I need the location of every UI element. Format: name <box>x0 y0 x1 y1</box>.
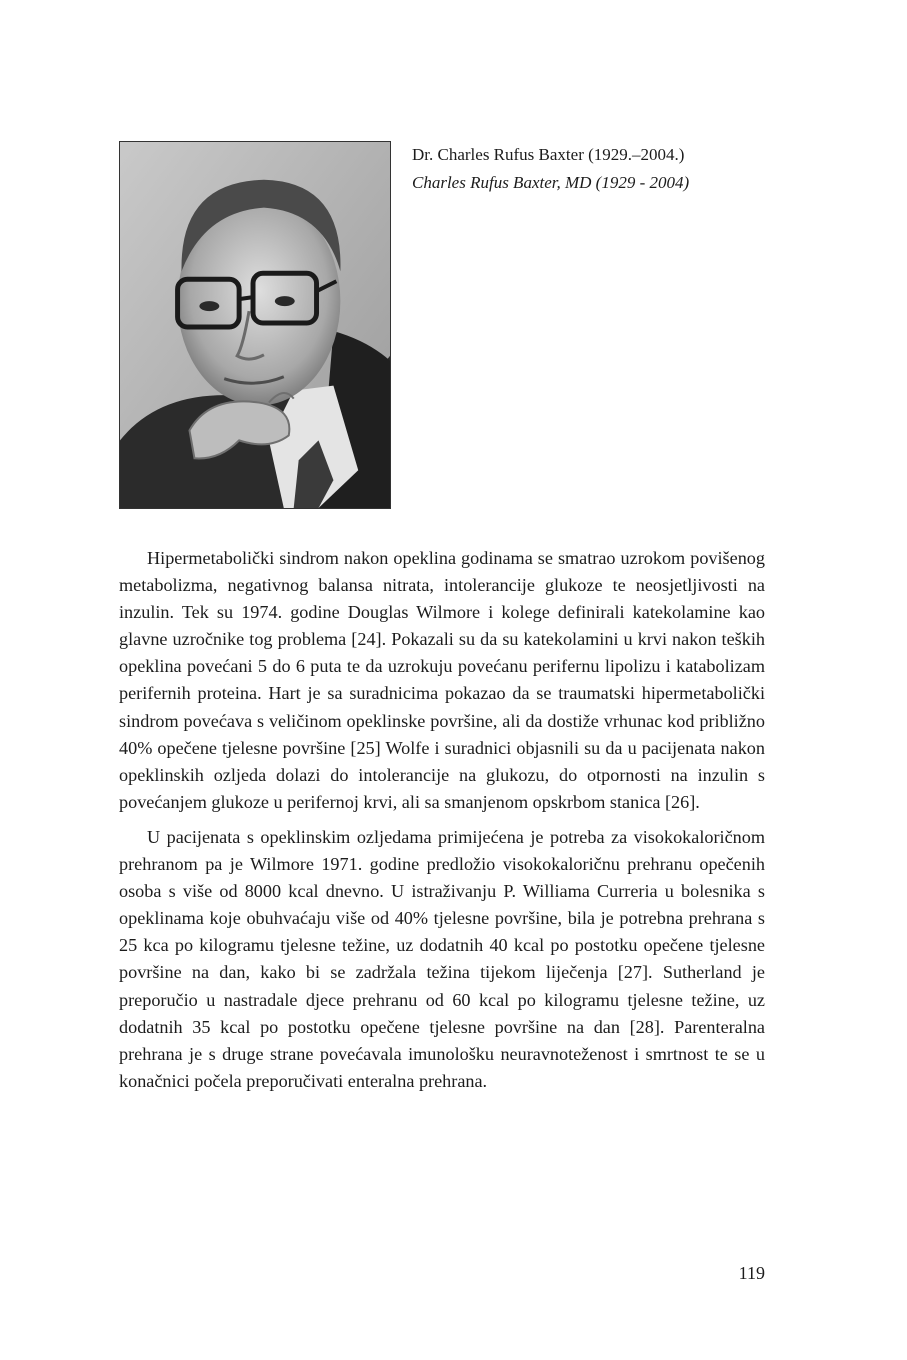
caption-english: Charles Rufus Baxter, MD (1929 - 2004) <box>412 173 690 192</box>
paragraph-1: Hipermetabolički sindrom nakon opeklina godinama se smatrao uzrokom povišenog metabolizma, negativnog balansa nitrata, intolerancije glukoze te neosjetljivosti na inzulin. Tek su 1974. godine Douglas Wilmore i kolege definirali katekolamine kao glavne uzročnike tog problema [24]. Pokazali su da su katekolamini u krvi nakon teških opeklina povećani 5 do 6 puta te da uzrokuju povećanu perifernu lipolizu i katabolizam perifernih proteina. Hart je sa suradnicima pokazao da se traumatski hipermetabolički sindrom povećava s veličinom opeklinske površine, ali da dostiže vrhunac kod približno 40% opečene tjelesne površine [25] Wolfe i suradnici objasnili su da u pacijenata nakon opeklinskih ozljeda dolazi do intolerancije na glukozu, do otpornosti na inzulin s povećanjem glukoze u perifernoj krvi, ali sa smanjenom opskrbom stanica [26]. <box>119 548 765 812</box>
portrait-illustration <box>120 142 390 508</box>
figure-caption <box>412 141 792 197</box>
caption-croatian: Dr. Charles Rufus Baxter (1929.–2004.) <box>412 145 685 164</box>
page-number: 119 <box>738 1263 765 1283</box>
portrait-photo <box>119 141 391 509</box>
article-body <box>119 545 765 1103</box>
paragraph-2: U pacijenata s opeklinskim ozljedama primijećena je potreba za visokokaloričnom prehranom pa je Wilmore 1971. godine predložio visokokaloričnu prehranu opečenih osoba s više od 8000 kcal dnevno. U istraživanju P. Williama Curreria u bolesnika s opeklinama koje obuhvaćaju više od 40% tjelesne površine, bila je potrebna prehrana s 25 kca po kilogramu tjelesne težine, uz dodatnih 40 kcal po postotku opečene tjelesne površine na dan, kako bi se zadržala težina tijekom liječenja [27]. Sutherland je preporučio u nastradale djece prehranu od 60 kcal po kilogramu tjelesne težine, uz dodatnih 35 kcal po postotku opečene tjelesne površine na dan [28]. Parenteralna prehrana je s druge strane povećavala imunološku neuravnoteženost i smrtnost te se u konačnici počela preporučivati enteralna prehrana. <box>119 826 765 1091</box>
